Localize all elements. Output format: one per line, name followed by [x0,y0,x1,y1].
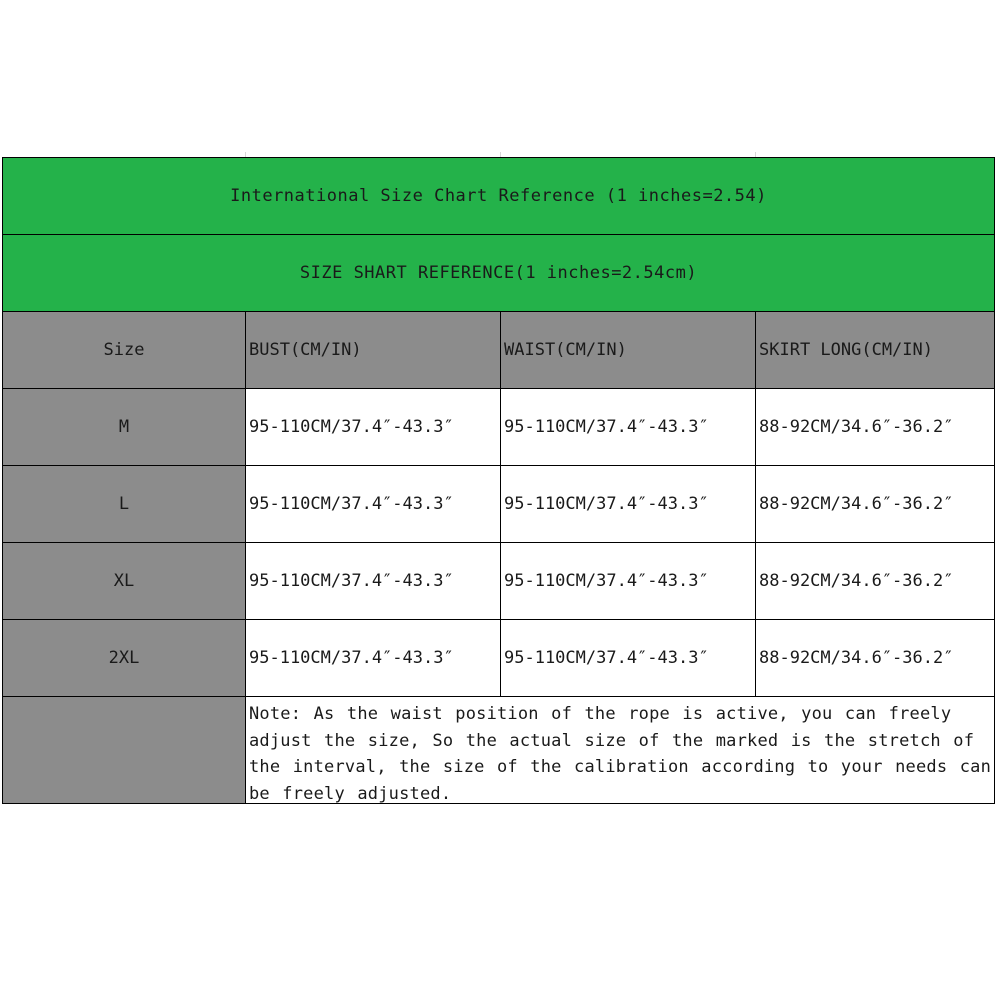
header-waist: WAIST(CM/IN) [501,312,756,388]
size-label: 2XL [3,620,246,696]
note-text: Note: As the waist position of the rope is active, you can freely adjust the size, So the actual size of the marked is the stretch of the interval, the size of the calibration according to your needs can be freely adjusted. [246,697,995,803]
waist-value: 95-110CM/37.4″-43.3″ [501,543,756,619]
waist-value: 95-110CM/37.4″-43.3″ [501,389,756,465]
skirt-value: 88-92CM/34.6″-36.2″ [756,543,995,619]
bust-value: 95-110CM/37.4″-43.3″ [246,543,501,619]
chart-title: International Size Chart Reference (1 inches=2.54) [230,186,767,206]
title-banner [3,158,995,235]
skirt-value: 88-92CM/34.6″-36.2″ [756,466,995,542]
waist-value: 95-110CM/37.4″-43.3″ [501,620,756,696]
note-row [3,697,995,804]
bust-value: 95-110CM/37.4″-43.3″ [246,620,501,696]
table-row [3,543,995,620]
size-label: XL [3,543,246,619]
subtitle-banner [3,235,995,312]
bust-value: 95-110CM/37.4″-43.3″ [246,466,501,542]
bust-value: 95-110CM/37.4″-43.3″ [246,389,501,465]
skirt-value: 88-92CM/34.6″-36.2″ [756,620,995,696]
size-label: M [3,389,246,465]
skirt-value: 88-92CM/34.6″-36.2″ [756,389,995,465]
table-row [3,466,995,543]
chart-subtitle: SIZE SHART REFERENCE(1 inches=2.54cm) [299,263,698,283]
header-size: Size [3,312,246,388]
size-label: L [3,466,246,542]
header-row [3,312,995,389]
size-chart-table [2,157,995,804]
header-skirt-long: SKIRT LONG(CM/IN) [756,312,995,388]
waist-value: 95-110CM/37.4″-43.3″ [501,466,756,542]
header-bust: BUST(CM/IN) [246,312,501,388]
note-blank-cell [3,697,246,803]
table-row [3,620,995,697]
table-row [3,389,995,466]
